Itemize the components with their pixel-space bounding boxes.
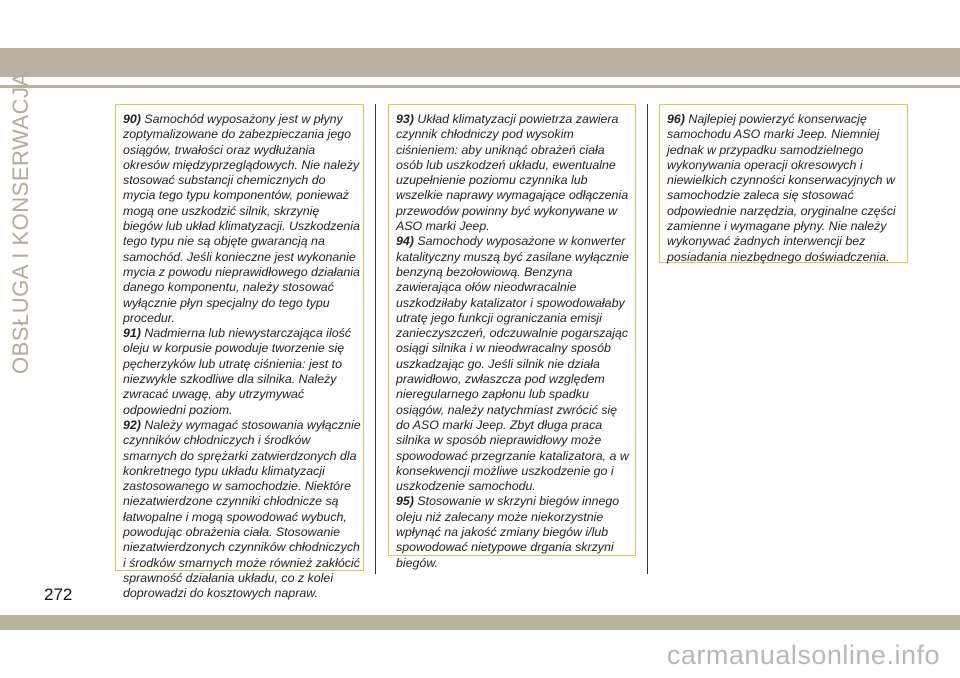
column-divider <box>647 104 648 574</box>
note-text: Układ klimatyzacji powietrza zawiera czynnik chłodniczy pod wysokim ciśnieniem: aby uniknąć obrażeń ciała osób lub uszkodzeń układu, ewentualne uzupełnienie poziomu czynnika lub wszelkie naprawy wymagające odłączenia przewodów powinny być wykonywane w ASO marki Jeep. <box>396 112 629 234</box>
note-text: Samochody wyposażone w konwerter katalityczny muszą być zasilane wyłącznie benzyną bezołowiową. Benzyna zawierająca ołów nieodwracalnie uszkodziłaby katalizator i spowodowałaby utratę jego funkcji ograniczania emisji zanieczyszczeń, odczuwalnie pogarszając osiągi silnika i w nieodwracalny sposób uszkadzając go. Jeśli silnik nie działa prawidłowo, zwłaszcza pod względem nieregularnego zapłonu lub spadku osiągów, należy natychmiast zwrócić się do ASO marki Jeep. Zbyt długa praca silnika w sposób nieprawidłowy może spowodować przegrzanie katalizatora, a w konsekwencji możliwe uszkodzenie go i uszkodzenie samochodu. <box>396 234 629 494</box>
page-number: 272 <box>44 585 73 604</box>
note-number: 95) <box>396 494 414 509</box>
note-number: 90) <box>123 112 141 126</box>
note-text: Najlepiej powierzyć konserwację samochodu ASO marki Jeep. Niemniej jednak w przypadku samodzielnego wykonywania operacji okresowych i niewielkich czynności konserwacyjnych w samochodzie zaleca się stosować odpowiednie narzędzia, oryginalne części zamienne i wymagane płyny. Nie należy wykonywać żadnych interwencji bez posiadania niezbędnego doświadczenia. <box>667 112 896 264</box>
note-93 <box>396 112 633 234</box>
watermark: carmanualsonline.info <box>666 640 940 670</box>
note-number: 94) <box>396 234 414 249</box>
note-95 <box>396 494 633 570</box>
note-number: 93) <box>396 112 414 126</box>
notes-column-3 <box>659 104 908 263</box>
section-title: OBSŁUGA I KONSERWACJA <box>8 71 33 374</box>
note-number: 96) <box>667 112 685 126</box>
column-divider <box>375 104 376 574</box>
note-96 <box>667 112 905 265</box>
note-text: Stosowanie w skrzyni biegów innego oleju niż zalecany może niekorzystnie wpłynąć na jakość zmiany biegów i/lub spowodować nietypowe drgania skrzyni biegów. <box>396 494 620 570</box>
header-rule <box>0 85 960 88</box>
footer-band <box>0 615 960 630</box>
note-text: Samochód wyposażony jest w płyny zoptymalizowane do zabezpieczania jego osiągów, trwałości oraz wydłużania okresów międzyprzeglądowych. Nie należy stosować substancji chemicznych do mycia tego typu komponentów, ponieważ mogą one uszkodzić silnik, skrzynię biegów lub układ klimatyzacji. Uszkodzenia tego typu nie są objęte gwarancją na samochód. Jeśli konieczne jest wykonanie mycia z powodu nieprawidłowego działania danego komponentu, należy stosować wyłącznie płyn specjalny do tego typu procedur. <box>123 112 360 325</box>
notes-column-2 <box>388 104 636 570</box>
note-94 <box>396 234 633 494</box>
notes-column-1 <box>115 104 364 601</box>
note-text: Należy wymagać stosowania wyłącznie czynników chłodniczych i środków smarnych do sprężarki zatwierdzonych dla konkretnego typu układu klimatyzacji zastosowanego w samochodzie. Niektóre niezatwierdzone czynniki chłodnicze są łatwopalne i mogą spowodować wybuch, powodując obrażenia ciała. Stosowanie niezatwierdzonych czynników chłodniczych i środków smarnych może również zakłócić sprawność działania układu, co z kolei doprowadzi do kosztowych napraw. <box>123 417 361 601</box>
note-90 <box>123 112 361 326</box>
note-number: 91) <box>123 326 141 341</box>
note-91 <box>123 326 361 418</box>
note-92 <box>123 418 361 602</box>
header-band <box>0 48 960 77</box>
note-text: Nadmierna lub niewystarczająca ilość oleju w korpusie powoduje tworzenie się pęcherzyków lub utratę ciśnienia: jest to niezwykle szkodliwe dla silnika. Należy zwracać uwagę, aby utrzymywać odpowiedni poziom. <box>123 326 351 417</box>
note-number: 92) <box>123 417 141 432</box>
